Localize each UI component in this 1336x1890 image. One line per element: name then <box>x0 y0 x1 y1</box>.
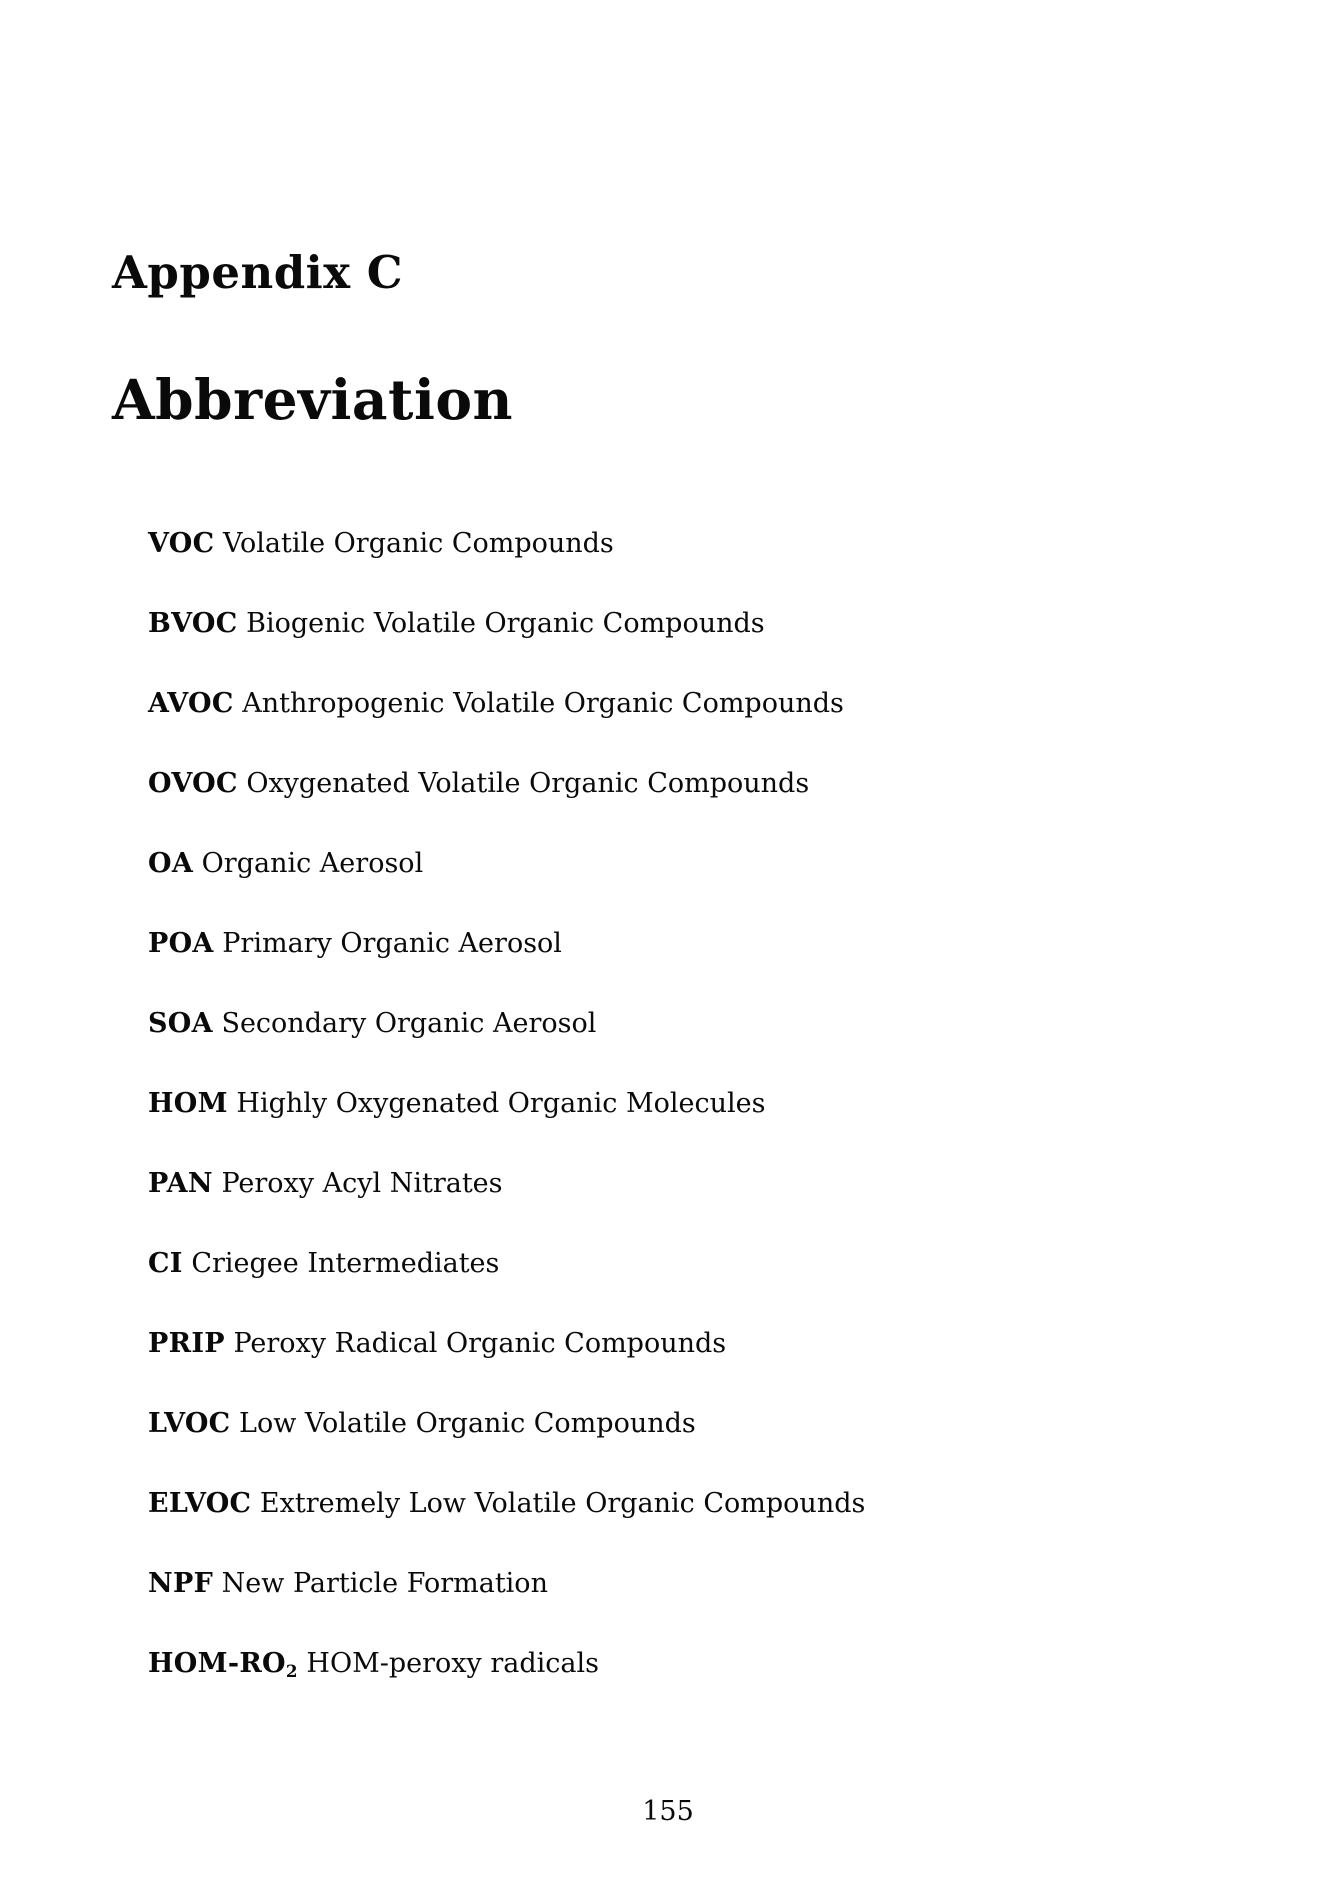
abbreviation-item <box>148 744 1246 824</box>
abbreviation-definition: Anthropogenic Volatile Organic Compounds <box>233 688 844 719</box>
appendix-header: Appendix C <box>112 246 404 299</box>
abbreviation-term: NPF <box>148 1568 214 1599</box>
abbreviation-item <box>148 1384 1246 1464</box>
abbreviation-definition: Organic Aerosol <box>193 848 424 879</box>
abbreviation-item <box>148 824 1246 904</box>
abbreviation-item <box>148 1144 1246 1224</box>
abbreviation-definition: Criegee Intermediates <box>182 1248 500 1279</box>
abbreviation-term-subscript: 2 <box>285 1660 298 1681</box>
abbreviation-term: HOM <box>148 1088 228 1119</box>
abbreviation-item <box>148 584 1246 664</box>
abbreviation-list <box>148 504 1246 1704</box>
abbreviation-term: OVOC <box>148 768 238 799</box>
abbreviation-item <box>148 1224 1246 1304</box>
abbreviation-definition: New Particle Formation <box>213 1568 548 1599</box>
abbreviation-term: PRIP <box>148 1328 225 1359</box>
abbreviation-definition: Highly Oxygenated Organic Molecules <box>227 1088 766 1119</box>
abbreviation-definition: Primary Organic Aerosol <box>213 928 562 959</box>
abbreviation-item <box>148 1624 1246 1704</box>
chapter-title: Abbreviation <box>112 367 514 432</box>
abbreviation-term: PAN <box>148 1168 213 1199</box>
abbreviation-item <box>148 1544 1246 1624</box>
abbreviation-definition: HOM-peroxy radicals <box>297 1648 599 1679</box>
abbreviation-term: SOA <box>148 1008 213 1039</box>
abbreviation-definition: Oxygenated Volatile Organic Compounds <box>237 768 810 799</box>
abbreviation-item <box>148 984 1246 1064</box>
abbreviation-term: AVOC <box>148 688 234 719</box>
abbreviation-item <box>148 1064 1246 1144</box>
abbreviation-term: OA <box>148 848 194 879</box>
abbreviation-definition: Low Volatile Organic Compounds <box>230 1408 696 1439</box>
abbreviation-definition: Secondary Organic Aerosol <box>212 1008 597 1039</box>
abbreviation-term: POA <box>148 928 214 959</box>
abbreviation-definition: Volatile Organic Compounds <box>214 528 614 559</box>
abbreviation-item <box>148 664 1246 744</box>
abbreviation-item <box>148 504 1246 584</box>
page-number: 155 <box>642 1796 694 1827</box>
abbreviation-definition: Peroxy Acyl Nitrates <box>212 1168 503 1199</box>
abbreviation-term: CI <box>148 1248 183 1279</box>
abbreviation-definition: Peroxy Radical Organic Compounds <box>224 1328 727 1359</box>
abbreviation-term: VOC <box>148 528 215 559</box>
abbreviation-definition: Extremely Low Volatile Organic Compounds <box>251 1488 866 1519</box>
abbreviation-item <box>148 1304 1246 1384</box>
abbreviation-term: ELVOC <box>148 1488 252 1519</box>
abbreviation-term: LVOC <box>148 1408 231 1439</box>
abbreviation-term: BVOC <box>148 608 238 639</box>
abbreviation-term: HOM-$RO_2$ <box>148 1648 298 1681</box>
abbreviation-definition: Biogenic Volatile Organic Compounds <box>237 608 765 639</box>
abbreviation-item <box>148 1464 1246 1544</box>
abbreviation-item <box>148 904 1246 984</box>
